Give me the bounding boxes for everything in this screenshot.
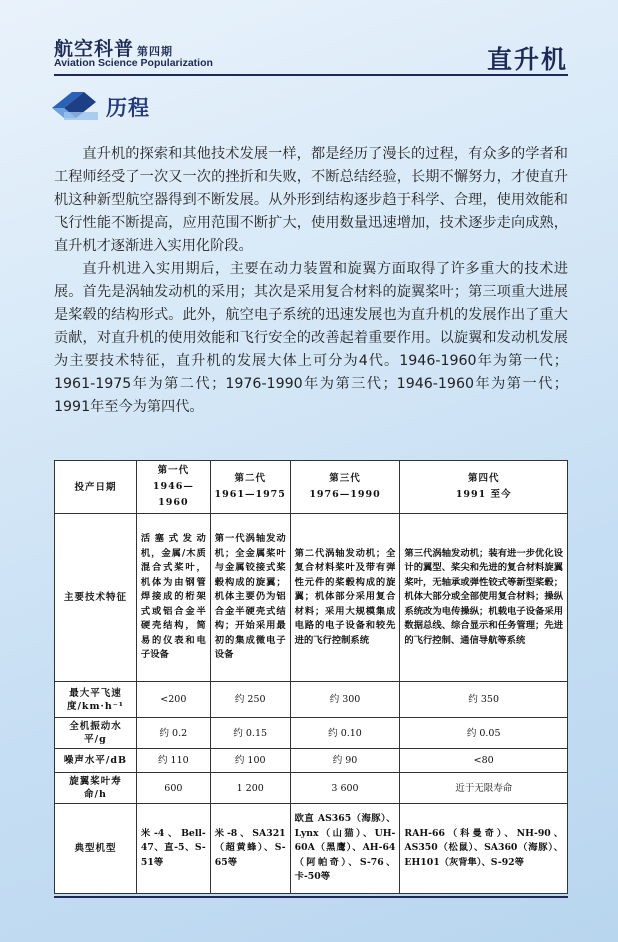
table-cell: 约 0.15 xyxy=(210,718,290,749)
row-label: 旋翼桨叶寿命/h xyxy=(55,773,137,804)
table-cell: 约 110 xyxy=(136,749,210,773)
section-title: 历程 xyxy=(106,96,150,120)
table-header-row xyxy=(55,461,568,514)
row-label: 全机振动水平/g xyxy=(55,718,137,749)
issue-label: 第四期 xyxy=(137,45,174,58)
gen-header: 第一代 1946—1960 xyxy=(136,461,210,514)
table-cell: 约 100 xyxy=(210,749,290,773)
header-divider xyxy=(54,74,568,76)
gen-header: 第四代 1991 至今 xyxy=(400,461,568,514)
table-cell: 约 350 xyxy=(400,682,568,718)
section-header-right: 直升机 xyxy=(486,45,568,74)
table-row xyxy=(55,718,568,749)
table-row xyxy=(55,804,568,894)
table-cell: 欧直 AS365（海豚）、Lynx（山猫）、UH-60A（黑鹰）、AH-64（阿帕奇）、S-76、卡-50等 xyxy=(290,804,400,894)
table-cell: 约 0.2 xyxy=(136,718,210,749)
footer-divider xyxy=(54,896,568,898)
table-cell: 米-8、SA321（超黄蜂）、S-65等 xyxy=(210,804,290,894)
gen-header: 第二代 1961—1975 xyxy=(210,461,290,514)
table-cell: 3 600 xyxy=(290,773,400,804)
table-cell: 约 0.10 xyxy=(290,718,400,749)
table-row xyxy=(55,514,568,682)
gen-header: 第三代 1976—1990 xyxy=(290,461,400,514)
body-text xyxy=(54,143,568,419)
table-cell: 第三代涡轴发动机；装有进一步优化设计的翼型、桨尖和先进的复合材料旋翼桨叶，无轴承或弹性铰式等新型桨毂；机体大部分或全部使用复合材料；操纵系统改为电传操纵；机载电子设备采用数据总线、综合显示和任务管理；先进的飞行控制、通信导航等系统 xyxy=(400,514,568,682)
blue-arrow-icon xyxy=(50,86,100,124)
table-row xyxy=(55,773,568,804)
table-row xyxy=(55,749,568,773)
row-label: 典型机型 xyxy=(55,804,137,894)
table-cell: RAH-66（科曼奇）、NH-90、AS350（松鼠）、SA360（海豚）、EH101（灰背隼）、S-92等 xyxy=(400,804,568,894)
table-cell: 约 0.05 xyxy=(400,718,568,749)
table-cell: 第一代涡轴发动机；全金属桨叶与金属铰接式桨毂构成的旋翼；机体主要仍为铝合金半硬壳式结构；开始采用最初的集成微电子设备 xyxy=(210,514,290,682)
table-cell: 近于无限寿命 xyxy=(400,773,568,804)
magazine-name-cn: 航空科普 xyxy=(54,38,135,60)
table-cell: 约 250 xyxy=(210,682,290,718)
table-row xyxy=(55,682,568,718)
table-cell: 米-4、Bell-47、直-5、S-51等 xyxy=(136,804,210,894)
row-label: 主要技术特征 xyxy=(55,514,137,682)
generation-table xyxy=(54,460,568,894)
table-cell: 600 xyxy=(136,773,210,804)
table-cell: 1 200 xyxy=(210,773,290,804)
table-cell: <80 xyxy=(400,749,568,773)
table-cell: 活塞式发动机，金属/木质混合式桨叶，机体为由钢管焊接成的桁架式或铝合金半硬壳结构，简易的仪表和电子设备 xyxy=(136,514,210,682)
paragraph-1: 直升机的探索和其他技术发展一样，都是经历了漫长的过程，有众多的学者和工程师经受了一次又一次的挫折和失败，不断总结经验，长期不懈努力，才使直升机这种新型航空器得到不断发展。从外形到结构逐步趋于科学、合理，使用效能和飞行性能不断提高，应用范围不断扩大，使用数量迅速增加，技术逐步走向成熟，直升机才逐渐进入实用化阶段。 xyxy=(54,146,568,254)
header-label: 投产日期 xyxy=(55,461,137,514)
magazine-name-en: Aviation Science Popularization xyxy=(54,57,213,69)
row-label: 噪声水平/dB xyxy=(55,749,137,773)
table-cell: 第二代涡轴发动机；全复合材料桨叶及带有弹性元件的桨毂构成的旋翼；机体部分采用复合材料；采用大规模集成电路的电子设备和较先进的飞行控制系统 xyxy=(290,514,400,682)
table-cell: 约 90 xyxy=(290,749,400,773)
table-cell: 约 300 xyxy=(290,682,400,718)
row-label: 最大平飞速度/km·h⁻¹ xyxy=(55,682,137,718)
paragraph-2: 直升机进入实用期后，主要在动力装置和旋翼方面取得了许多重大的技术进展。首先是涡轴发动机的采用；其次是采用复合材料的旋翼桨叶；第三项重大进展是桨毂的结构形式。此外，航空电子系统的迅速发展也为直升机的发展作出了重大贡献，对直升机的使用效能和飞行安全的改善起着重要作用。以旋翼和发动机发展为主要技术特征，直升机的发展大体上可分为4代。1946-1960年为第一代；1961-1975年为第二代；1976-1990年为第三代；1946-1960年为第一代；1991年至今为第四代。 xyxy=(54,261,568,415)
table-cell: <200 xyxy=(136,682,210,718)
